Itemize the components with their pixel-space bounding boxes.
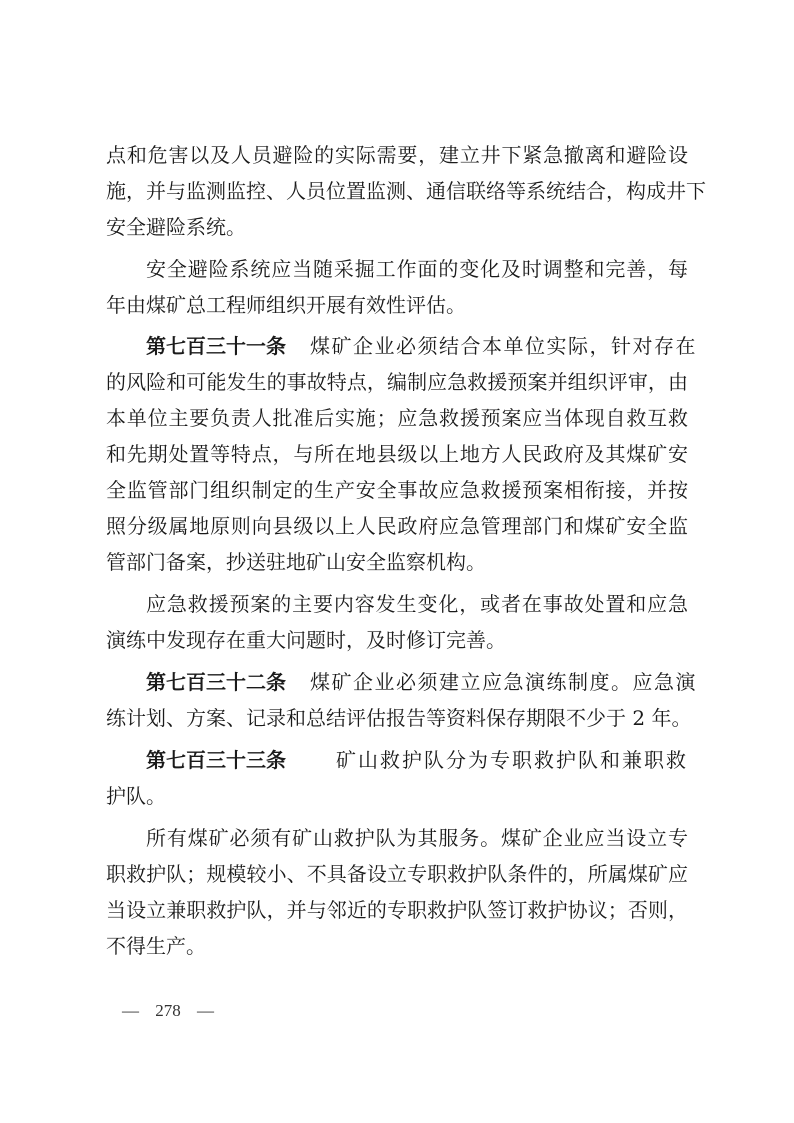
text-line: 施，并与监测监控、人员位置监测、通信联络等系统结合，构成井下 [106,179,706,203]
page-number-value: 278 [155,1001,181,1020]
text-line: 所有煤矿必须有矿山救护队为其服务。煤矿企业应当设立专 [146,826,688,850]
text-line: 照分级属地原则向县级以上人民政府应急管理部门和煤矿安全监 [106,514,688,538]
text-line: 当设立兼职救护队，并与邻近的专职救护队签订救护协议；否则， [106,898,688,922]
page-number-dash-right: — [197,1001,214,1020]
text-line: 年由煤矿总工程师组织开展有效性评估。 [106,293,466,317]
text-line: 职救护队；规模较小、不具备设立专职救护队条件的，所属煤矿应 [106,862,688,886]
article-732-first-line [146,664,697,700]
article-733-first-line [146,742,688,778]
text-line: 演练中发现存在重大问题时，及时修订完善。 [106,628,506,652]
text-line: 应急救援预案的主要内容发生变化，或者在事故处置和应急 [146,592,688,616]
text-line: 的风险和可能发生的事故特点，编制应急救援预案并组织评审，由 [106,370,688,394]
text-line: 和先期处置等特点，与所在地县级以上地方人民政府及其煤矿安 [106,442,688,466]
article-heading: 第七百三十三条 [146,748,286,772]
text-line: 全监管部门组织制定的生产安全事故应急救援预案相衔接，并按 [106,478,688,502]
text-line: 煤矿企业必须建立应急演练制度。应急演 [310,670,697,694]
text-line: 安全避险系统应当随采掘工作面的变化及时调整和完善，每 [146,257,688,281]
text-line: 安全避险系统。 [106,215,246,239]
text-line: 管部门备案，抄送驻地矿山安全监察机构。 [106,550,486,574]
text-line: 煤矿企业必须结合本单位实际，针对存在 [310,334,697,358]
article-731-first-line [146,328,697,364]
text-line: 不得生产。 [106,934,206,958]
text-line: 矿山救护队分为专职救护队和兼职救 [336,748,688,772]
text-line: 练计划、方案、记录和总结评估报告等资料保存期限不少于 2 年。 [106,706,692,730]
text-line: 护队。 [106,784,166,808]
text-line: 点和危害以及人员避险的实际需要，建立井下紧急撤离和避险设 [106,143,688,167]
article-heading: 第七百三十一条 [146,334,286,358]
text-line: 本单位主要负责人批准后实施；应急救援预案应当体现自救互救 [106,406,688,430]
page-number [122,996,214,1026]
article-heading: 第七百三十二条 [146,670,286,694]
page-number-dash-left: — [122,1001,139,1020]
